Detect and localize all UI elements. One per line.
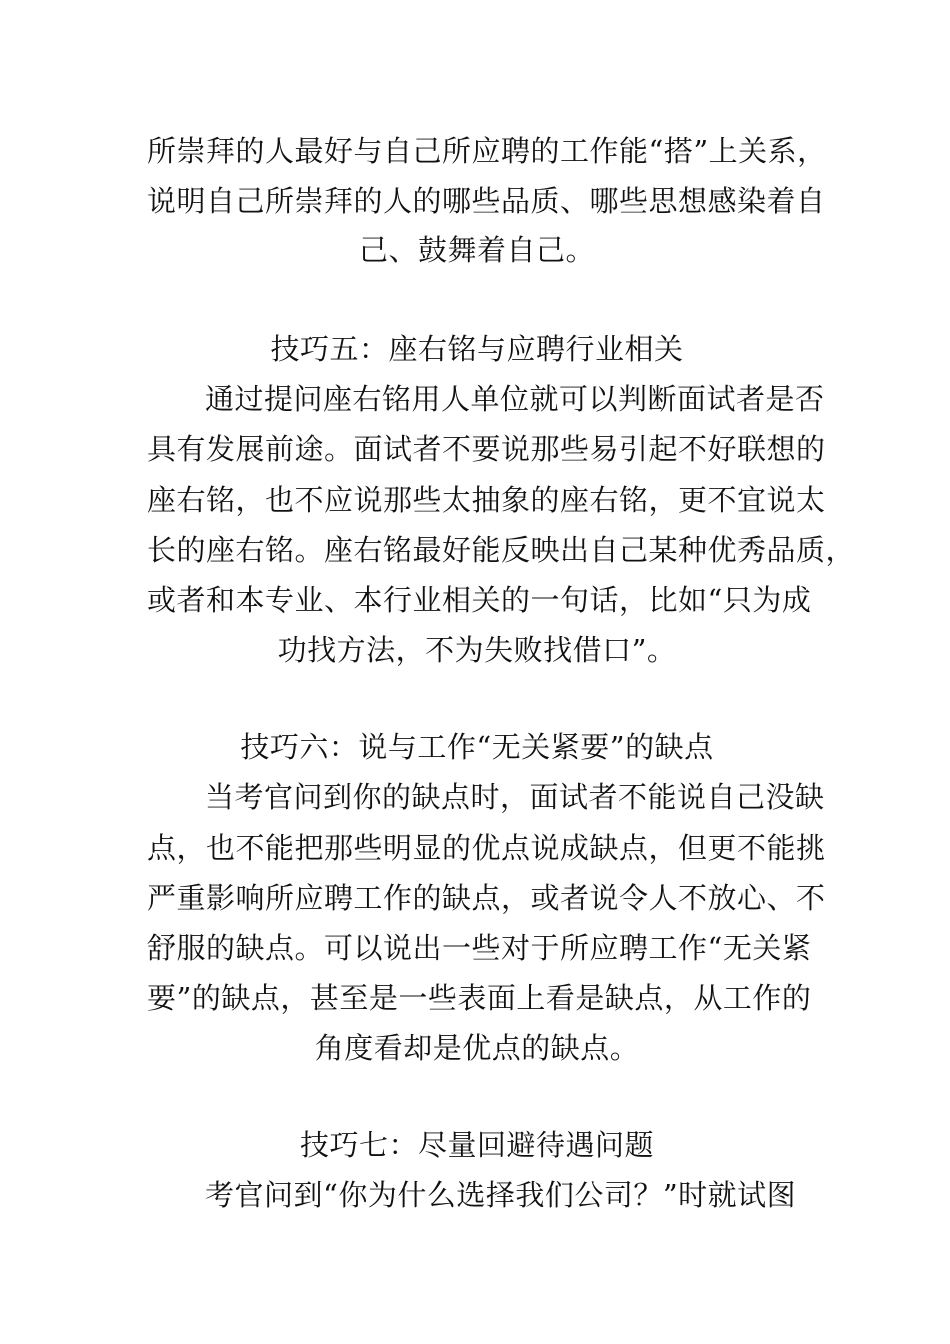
paragraph-line: 具有发展前途。面试者不要说那些易引起不好联想的 [147,432,826,466]
paragraph-line: 功找方法，不为失败找借口”。 [277,633,677,667]
paragraph-line: 说明自己所崇拜的人的哪些品质、哪些思想感染着自 [147,184,826,218]
paragraph-line: 严重影响所应聘工作的缺点，或者说令人不放心、不 [147,881,826,915]
paragraph-line: 通过提问座右铭用人单位就可以判断面试者是否 [205,382,825,416]
paragraph-line: 己、鼓舞着自己。 [358,233,595,267]
paragraph-line: 点，也不能把那些明显的优点说成缺点，但更不能挑 [147,831,826,865]
paragraph-line: 考官问到“你为什么选择我们公司？”时就试图 [205,1178,797,1212]
paragraph-line: 或者和本专业、本行业相关的一句话，比如“只为成 [147,583,812,617]
paragraph-line: 要”的缺点，甚至是一些表面上看是缺点，从工作的 [147,981,812,1015]
paragraph-line: 角度看却是优点的缺点。 [314,1031,640,1065]
section-heading: 技巧七：尽量回避待遇问题 [299,1128,654,1162]
paragraph-line: 当考官问到你的缺点时，面试者不能说自己没缺 [205,780,825,814]
paragraph-line: 长的座右铭。座右铭最好能反映出自己某种优秀品质， [147,533,856,567]
paragraph-line: 所崇拜的人最好与自己所应聘的工作能“搭”上关系， [147,134,827,168]
section-heading: 技巧六：说与工作“无关紧要”的缺点 [240,730,714,764]
section-heading: 技巧五：座右铭与应聘行业相关 [270,332,684,366]
paragraph-line: 座右铭，也不应说那些太抽象的座右铭，更不宜说太 [147,483,826,517]
paragraph-line: 舒服的缺点。可以说出一些对于所应聘工作“无关紧 [147,931,812,965]
